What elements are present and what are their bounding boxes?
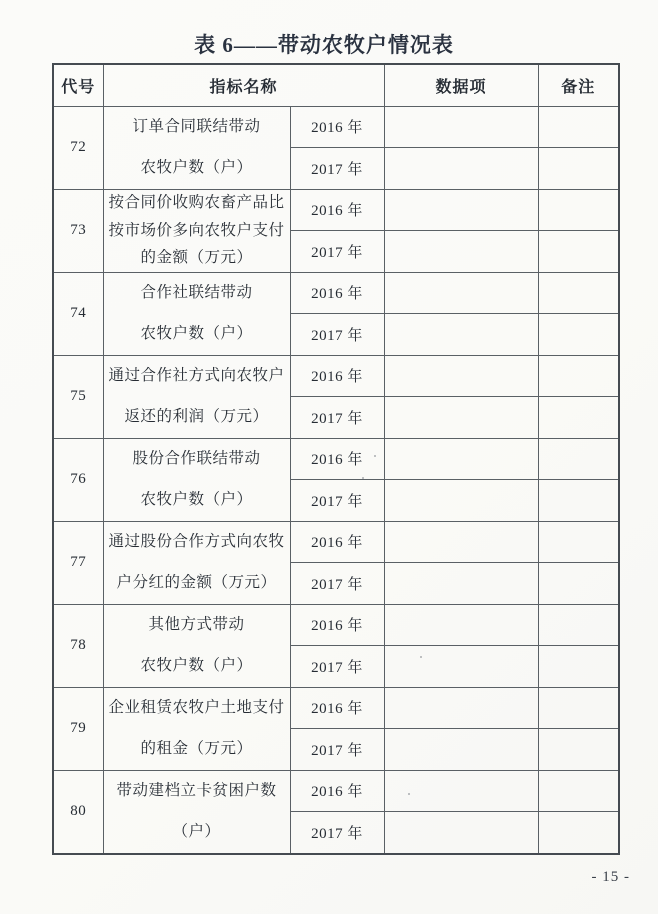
header-data-item: 数据项 <box>384 64 538 106</box>
indicator-line: 的金额（万元） <box>140 249 253 267</box>
data-item-cell <box>384 521 538 563</box>
table-row-73-first <box>53 189 619 231</box>
year-cell: 2016 年 <box>290 272 384 314</box>
page-title: 表 6——带动农牧户情况表 <box>194 33 454 57</box>
table-row-74-first <box>53 272 619 314</box>
scan-speck <box>408 793 410 795</box>
table-6-linked-households <box>52 63 620 855</box>
data-item-cell <box>384 106 538 148</box>
remark-cell <box>538 729 619 771</box>
code-cell: 73 <box>53 189 103 272</box>
indicator-cell <box>103 106 290 189</box>
data-item-cell <box>384 812 538 854</box>
year-cell: 2016 年 <box>290 687 384 729</box>
year-cell: 2016 年 <box>290 604 384 646</box>
code-cell: 77 <box>53 521 103 604</box>
data-item-cell <box>384 480 538 522</box>
indicator-line: （户） <box>172 823 221 841</box>
data-item-cell <box>384 231 538 273</box>
data-item-cell <box>384 646 538 688</box>
table-row-76-first <box>53 438 619 480</box>
year-cell: 2016 年 <box>290 438 384 480</box>
remark-cell <box>538 604 619 646</box>
data-item-cell <box>384 729 538 771</box>
code-cell: 72 <box>53 106 103 189</box>
year-cell: 2017 年 <box>290 480 384 522</box>
page-number: - 15 - <box>591 869 630 885</box>
scan-speck <box>420 656 422 658</box>
indicator-cell <box>103 355 290 438</box>
data-item-cell <box>384 563 538 605</box>
indicator-cell <box>103 604 290 687</box>
data-item-cell <box>384 397 538 439</box>
indicator-lines <box>104 688 290 770</box>
indicator-line: 户分红的金额（万元） <box>116 574 277 592</box>
remark-cell <box>538 231 619 273</box>
remark-cell <box>538 272 619 314</box>
indicator-line: 农牧户数（户） <box>140 325 253 343</box>
code-cell: 79 <box>53 687 103 770</box>
remark-cell <box>538 521 619 563</box>
code-cell: 75 <box>53 355 103 438</box>
table-row-77-first <box>53 521 619 563</box>
indicator-line: 订单合同联结带动 <box>132 118 261 136</box>
indicator-lines <box>104 356 290 438</box>
indicator-line: 返还的利润（万元） <box>124 408 269 426</box>
indicator-lines <box>104 190 290 272</box>
year-cell: 2016 年 <box>290 106 384 148</box>
table-row-80-first <box>53 770 619 812</box>
table-row-72-first <box>53 106 619 148</box>
year-cell: 2016 年 <box>290 355 384 397</box>
remark-cell <box>538 687 619 729</box>
data-item-cell <box>384 438 538 480</box>
indicator-cell <box>103 770 290 854</box>
data-item-cell <box>384 148 538 190</box>
table-row-75-first <box>53 355 619 397</box>
remark-cell <box>538 397 619 439</box>
table-row-79-first <box>53 687 619 729</box>
indicator-line: 企业租赁农牧户土地支付 <box>108 699 285 717</box>
data-item-cell <box>384 604 538 646</box>
year-cell: 2017 年 <box>290 646 384 688</box>
scan-speck <box>374 455 376 457</box>
remark-cell <box>538 189 619 231</box>
indicator-cell <box>103 272 290 355</box>
indicator-line: 按市场价多向农牧户支付 <box>108 221 285 239</box>
remark-cell <box>538 438 619 480</box>
year-cell: 2017 年 <box>290 563 384 605</box>
indicator-line: 的租金（万元） <box>140 740 253 758</box>
code-cell: 76 <box>53 438 103 521</box>
header-code: 代号 <box>53 64 103 106</box>
indicator-line: 通过合作社方式向农牧户 <box>108 367 285 385</box>
data-item-cell <box>384 272 538 314</box>
year-cell: 2016 年 <box>290 189 384 231</box>
scan-speck <box>362 477 364 479</box>
remark-cell <box>538 314 619 356</box>
indicator-cell <box>103 521 290 604</box>
remark-cell <box>538 563 619 605</box>
remark-cell <box>538 480 619 522</box>
header-remark: 备注 <box>538 64 619 106</box>
indicator-cell <box>103 189 290 272</box>
indicator-lines <box>104 522 290 604</box>
indicator-lines <box>104 273 290 355</box>
table-header-row <box>53 64 619 106</box>
table-body <box>53 106 619 854</box>
data-item-cell <box>384 355 538 397</box>
year-cell: 2016 年 <box>290 770 384 812</box>
year-cell: 2017 年 <box>290 231 384 273</box>
data-item-cell <box>384 687 538 729</box>
data-item-cell <box>384 770 538 812</box>
remark-cell <box>538 355 619 397</box>
indicator-line: 农牧户数（户） <box>140 159 253 177</box>
indicator-lines <box>104 771 290 853</box>
indicator-lines <box>104 107 290 189</box>
indicator-line: 其他方式带动 <box>148 616 245 634</box>
indicator-line: 农牧户数（户） <box>140 657 253 675</box>
year-cell: 2017 年 <box>290 729 384 771</box>
year-cell: 2016 年 <box>290 521 384 563</box>
table-row-78-first <box>53 604 619 646</box>
year-cell: 2017 年 <box>290 148 384 190</box>
indicator-cell <box>103 438 290 521</box>
remark-cell <box>538 106 619 148</box>
indicator-lines <box>104 605 290 687</box>
indicator-lines <box>104 439 290 521</box>
remark-cell <box>538 148 619 190</box>
indicator-line: 带动建档立卡贫困户数 <box>116 782 277 800</box>
indicator-line: 合作社联结带动 <box>140 284 253 302</box>
remark-cell <box>538 812 619 854</box>
indicator-line: 股份合作联结带动 <box>132 450 261 468</box>
indicator-line: 农牧户数（户） <box>140 491 253 509</box>
indicator-line: 通过股份合作方式向农牧 <box>108 533 285 551</box>
header-indicator-name: 指标名称 <box>103 64 384 106</box>
data-item-cell <box>384 314 538 356</box>
code-cell: 80 <box>53 770 103 854</box>
data-item-cell <box>384 189 538 231</box>
code-cell: 78 <box>53 604 103 687</box>
indicator-line: 按合同价收购农畜产品比 <box>108 194 285 212</box>
year-cell: 2017 年 <box>290 812 384 854</box>
remark-cell <box>538 646 619 688</box>
year-cell: 2017 年 <box>290 397 384 439</box>
year-cell: 2017 年 <box>290 314 384 356</box>
indicator-cell <box>103 687 290 770</box>
remark-cell <box>538 770 619 812</box>
code-cell: 74 <box>53 272 103 355</box>
